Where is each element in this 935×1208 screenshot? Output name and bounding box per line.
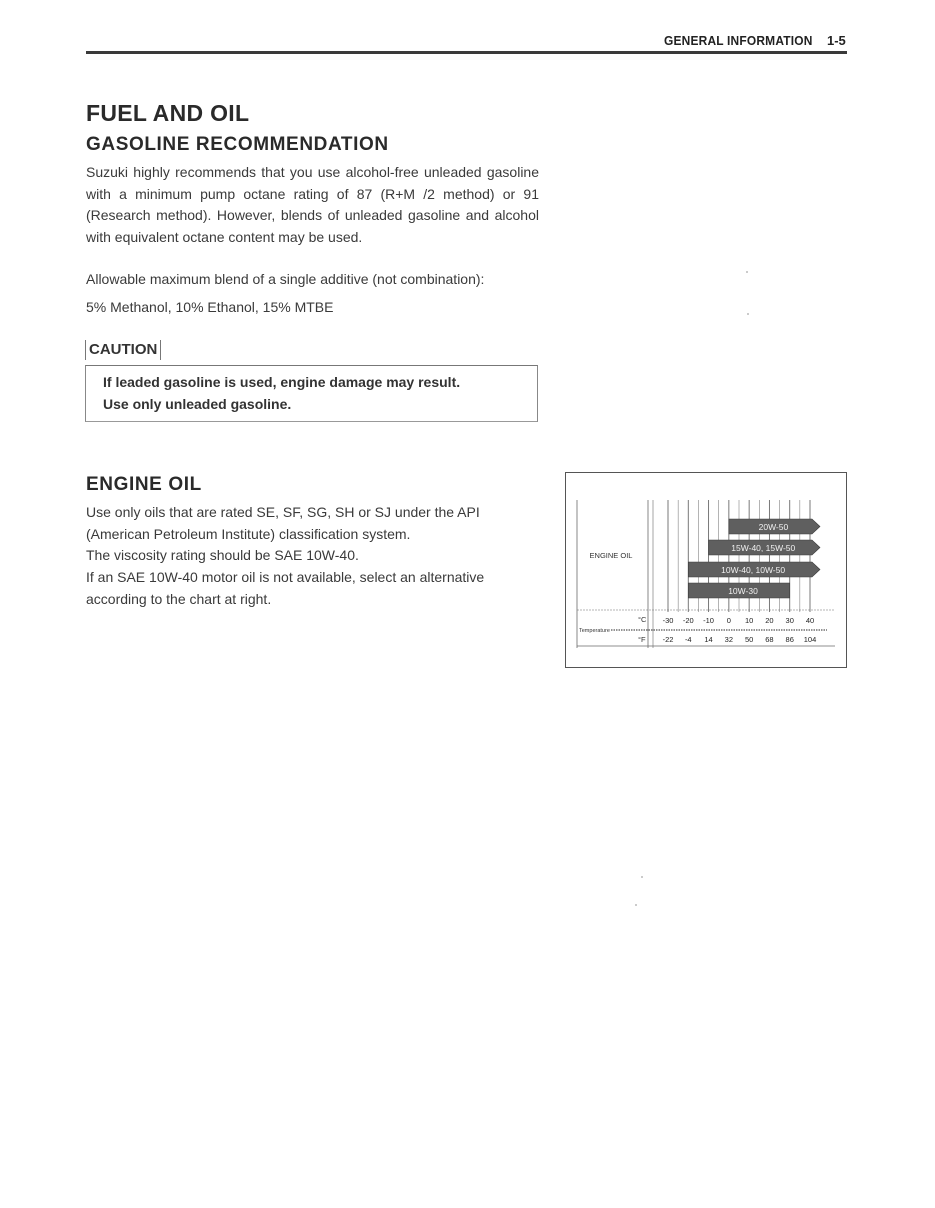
engine-oil-paragraph-3: If an SAE 10W-40 motor oil is not available, select an alternative according to the chart at right. [86,569,485,607]
caution-label: CAUTION [85,340,161,360]
additive-paragraph: Allowable maximum blend of a single additive (not combination): [86,271,485,287]
additive-list: 5% Methanol, 10% Ethanol, 15% MTBE [86,299,334,315]
caution-text [103,371,533,415]
fahrenheit-tick-label: 50 [744,635,754,644]
viscosity-bar-label: 10W-30 [728,586,758,596]
fahrenheit-tick-label: 104 [803,635,817,644]
fahrenheit-tick-label: 86 [785,635,794,644]
fahrenheit-tick-label: 32 [724,635,734,644]
fahrenheit-unit: °F [638,635,646,644]
viscosity-bar-label: 10W-40, 10W-50 [721,565,786,575]
header-rule [86,51,847,54]
fahrenheit-tick-label: 68 [765,635,774,644]
viscosity-chart [565,472,847,668]
page-number: 1-5 [827,33,846,48]
celsius-tick-label: -10 [703,616,714,625]
engine-oil-heading: ENGINE OIL [86,474,202,495]
gasoline-heading: GASOLINE RECOMMENDATION [86,134,389,155]
celsius-tick-label: 0 [726,616,731,625]
viscosity-bar-label: 15W-40, 15W-50 [731,543,796,553]
scan-speck [641,876,643,878]
celsius-tick-label: 10 [744,616,754,625]
celsius-tick-label: 20 [765,616,774,625]
celsius-tick-label: -20 [682,616,694,625]
celsius-unit: °C [638,615,647,624]
caution-line-1: If leaded gasoline is used, engine damage may result. [103,374,461,390]
engine-oil-paragraph-2: The viscosity rating should be SAE 10W-40. [86,547,359,563]
fahrenheit-tick-label: 14 [704,635,713,644]
temperature-axis-label: Temperature [579,628,610,634]
scan-speck [635,904,637,906]
engine-oil-row-label: ENGINE OIL [589,551,633,560]
engine-oil-paragraph-1: Use only oils that are rated SE, SF, SG, SH or SJ under the API (American Petroleum Institute) classification system. [86,504,480,542]
celsius-tick-label: 30 [785,616,794,625]
fahrenheit-tick-label: -4 [684,635,692,644]
section-title: FUEL AND OIL [86,100,250,126]
celsius-tick-label: -30 [662,616,674,625]
running-header: GENERAL INFORMATION [664,33,813,48]
celsius-tick-label: 40 [805,616,815,625]
viscosity-bar-label: 20W-50 [758,522,789,532]
scan-speck [746,271,748,273]
caution-line-2: Use only unleaded gasoline. [103,396,292,412]
scan-speck [747,313,749,315]
gasoline-paragraph: Suzuki highly recommends that you use alcohol-free unleaded gasoline with a minimum pump octane rating of 87 (R+M /2 method) or 91 (Research method). However, blends of unleaded gasoline and alcohol with equivalent octane content may be used. [86,164,539,245]
fahrenheit-tick-label: -22 [662,635,674,644]
